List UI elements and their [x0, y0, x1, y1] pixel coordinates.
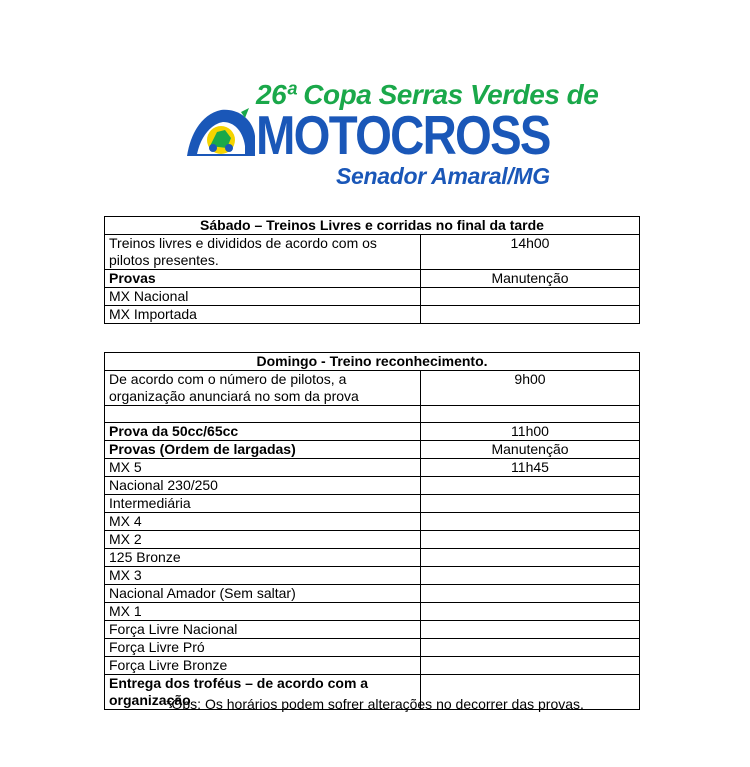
table-row: [105, 441, 640, 459]
table-row: [105, 371, 640, 406]
table-row: [105, 270, 640, 288]
event-time-cell: [421, 406, 640, 423]
table-row: [105, 288, 640, 306]
event-label-cell: MX 4: [105, 513, 421, 531]
event-label-cell: De acordo com o número de pilotos, a organização anunciará no som da prova: [105, 371, 421, 406]
table-row: [105, 235, 640, 270]
event-label-cell: MX 3: [105, 567, 421, 585]
table-row: [105, 657, 640, 675]
event-time-cell: 14h00: [421, 235, 640, 270]
event-label-cell: Provas: [105, 270, 421, 288]
event-time-cell: [421, 621, 640, 639]
sunday-title: Domingo - Treino reconhecimento.: [105, 353, 640, 371]
table-row: [105, 603, 640, 621]
table-row: [105, 585, 640, 603]
event-label-cell: Treinos livres e divididos de acordo com os pilotos presentes.: [105, 235, 421, 270]
footnote: *Obs: Os horários podem sofrer alterações no decorrer das provas.: [166, 696, 584, 712]
event-label-cell: MX Nacional: [105, 288, 421, 306]
event-time-cell: 11h00: [421, 423, 640, 441]
saturday-header-row: [105, 217, 640, 235]
event-time-cell: [421, 288, 640, 306]
event-time-cell: [421, 495, 640, 513]
event-time-cell: [421, 549, 640, 567]
event-time-cell: [421, 585, 640, 603]
event-label-cell: Prova da 50cc/65cc: [105, 423, 421, 441]
event-label-cell: Nacional 230/250: [105, 477, 421, 495]
table-row: [105, 477, 640, 495]
event-logo: [0, 0, 750, 200]
event-label-cell: MX 5: [105, 459, 421, 477]
event-label-cell: MX 1: [105, 603, 421, 621]
logo-title-line: 26ª Copa Serras Verdes de: [256, 79, 599, 110]
logo-motocross-word: MOTOCROSS: [256, 104, 550, 166]
event-time-cell: [421, 567, 640, 585]
event-label-cell: MX Importada: [105, 306, 421, 324]
saturday-title: Sábado – Treinos Livres e corridas no final da tarde: [105, 217, 640, 235]
event-time-cell: [421, 306, 640, 324]
event-time-cell: [421, 657, 640, 675]
event-time-cell: [421, 639, 640, 657]
table-row: [105, 621, 640, 639]
table-row: [105, 306, 640, 324]
event-label-cell: Força Livre Pró: [105, 639, 421, 657]
event-label-cell: 125 Bronze: [105, 549, 421, 567]
event-label-cell: Provas (Ordem de largadas): [105, 441, 421, 459]
saturday-schedule-table: [104, 216, 640, 324]
event-label-cell: Entrega dos troféus – de acordo com a organização: [105, 675, 421, 710]
table-row: [105, 406, 640, 423]
table-row: [105, 549, 640, 567]
event-time-cell: [421, 513, 640, 531]
event-time-cell: 9h00: [421, 371, 640, 406]
event-time-cell: Manutenção: [421, 270, 640, 288]
table-row: [105, 495, 640, 513]
event-label-cell: Força Livre Bronze: [105, 657, 421, 675]
event-label-cell: Força Livre Nacional: [105, 621, 421, 639]
event-label-cell: Intermediária: [105, 495, 421, 513]
sunday-schedule-table: [104, 352, 640, 710]
table-row: [105, 459, 640, 477]
event-time-cell: [421, 531, 640, 549]
event-time-cell: [421, 603, 640, 621]
logo-location: Senador Amaral/MG: [336, 163, 550, 189]
event-time-cell: [421, 477, 640, 495]
event-label-cell: MX 2: [105, 531, 421, 549]
event-label-cell: Nacional Amador (Sem saltar): [105, 585, 421, 603]
event-time-cell: 11h45: [421, 459, 640, 477]
motocross-rider-emblem-icon: [183, 106, 258, 161]
table-row: [105, 513, 640, 531]
event-label-cell: [105, 406, 421, 423]
event-time-cell: Manutenção: [421, 441, 640, 459]
table-row: [105, 423, 640, 441]
table-row: [105, 531, 640, 549]
sunday-header-row: [105, 353, 640, 371]
table-row: [105, 567, 640, 585]
table-row: [105, 639, 640, 657]
